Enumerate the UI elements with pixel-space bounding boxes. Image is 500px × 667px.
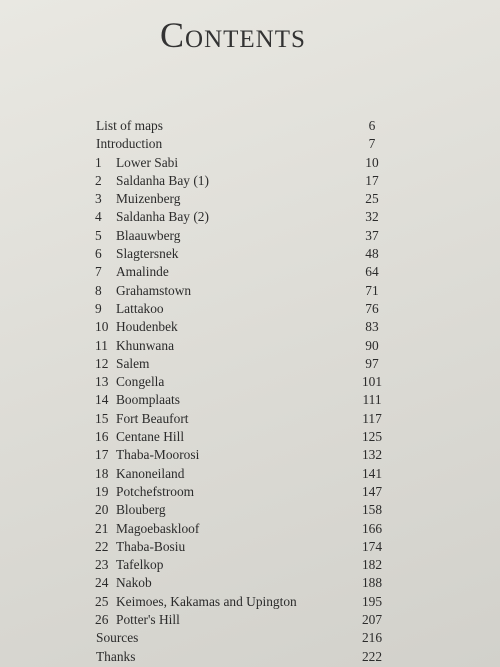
chapter-title: Salem [116,355,150,371]
toc-entry [92,245,392,263]
chapter-title: Saldanha Bay (2) [116,209,209,225]
page-number: 76 [365,300,379,316]
page-number: 32 [365,209,379,225]
chapter-number: 15 [95,410,109,426]
chapter-title: List of maps [96,118,163,133]
page-number: 25 [365,191,379,207]
chapter-number: 21 [95,520,109,536]
page-number: 174 [361,538,383,554]
toc-entry [92,520,392,538]
chapter-title: Keimoes, Kakamas and Upington [116,593,297,609]
toc-entry [92,117,392,135]
chapter-number: 4 [95,209,102,225]
page-number: 48 [365,246,379,262]
chapter-title: Amalinde [116,264,169,280]
page-number: 166 [361,520,383,536]
toc-entry [92,556,392,574]
chapter-number: 26 [95,612,109,628]
page-number: 216 [361,630,383,646]
chapter-number: 13 [95,374,109,390]
chapter-number: 3 [95,191,102,207]
page-number: 17 [365,172,379,188]
toc-entry [92,355,392,373]
chapter-number: 12 [95,355,109,371]
chapter-number: 6 [95,246,102,262]
chapter-number: 23 [95,557,109,573]
chapter-number: 22 [95,538,109,554]
page-title: Contents [160,15,306,55]
chapter-number: 10 [95,319,109,335]
chapter-number: 2 [95,172,102,188]
chapter-title: Lower Sabi [116,154,179,170]
page-number: 111 [362,392,382,408]
page-number: 10 [365,154,379,170]
page-number: 195 [361,593,383,609]
chapter-title: Potchefstroom [116,483,195,499]
toc-entry [92,428,392,446]
toc-entry [92,574,392,592]
chapter-title: Fort Beaufort [116,410,189,426]
toc-entry [92,373,392,391]
page-number: 7 [368,136,376,152]
toc-entry [92,483,392,501]
chapter-title: Kanoneiland [116,465,185,481]
chapter-number: 16 [95,429,109,445]
page-number: 207 [361,612,383,628]
toc-entry [92,611,392,629]
toc-entry [92,135,392,153]
toc-entry [92,629,392,647]
chapter-title: Muizenberg [116,191,181,207]
chapter-number: 20 [95,502,109,518]
chapter-title: Thaba-Bosiu [116,538,186,554]
chapter-title: Blaauwberg [116,227,181,243]
toc-entry [92,465,392,483]
chapter-title: Saldanha Bay (1) [116,172,209,188]
toc-entry [92,300,392,318]
chapter-number: 24 [95,575,109,591]
toc-entry [92,648,392,666]
toc-entry [92,154,392,172]
toc-entry [92,190,392,208]
page-number: 182 [361,557,383,573]
toc-entry [92,538,392,556]
toc-entry [92,282,392,300]
chapter-title: Boomplaats [116,392,180,408]
chapter-title: Congella [116,374,165,390]
chapter-title: Centane Hill [116,429,185,445]
page-number: 188 [361,575,383,591]
chapter-number: 9 [95,300,102,316]
toc-entry [92,227,392,245]
toc-entry [92,208,392,226]
chapter-title: Houdenbek [116,319,178,335]
chapter-title: Khunwana [116,337,175,353]
toc-entry [92,391,392,409]
page-number: 64 [365,264,379,280]
page-number: 37 [365,227,379,243]
page-number: 141 [361,465,383,481]
chapter-title: Nakob [116,575,152,591]
page-number: 125 [361,429,383,445]
page-number: 132 [361,447,383,463]
page-number: 83 [365,319,379,335]
toc-entry [92,337,392,355]
chapter-title: Thanks [96,648,136,664]
chapter-title: Slagtersnek [116,246,179,262]
page-number: 147 [361,483,383,499]
chapter-number: 25 [95,593,109,609]
chapter-title: Blouberg [116,502,166,518]
table-of-contents [92,117,392,666]
page-number: 158 [361,502,383,518]
toc-entry [92,263,392,281]
page-number: 97 [365,355,379,371]
toc-entry [92,410,392,428]
chapter-title: Thaba-Moorosi [116,447,200,463]
chapter-number: 11 [95,337,108,353]
chapter-number: 17 [95,447,109,463]
chapter-number: 7 [95,264,102,280]
toc-entry [92,446,392,464]
chapter-title: Magoebaskloof [116,520,200,536]
toc-entry [92,501,392,519]
chapter-title: Lattakoo [116,300,164,316]
chapter-number: 19 [95,483,109,499]
chapter-title: Grahamstown [116,282,192,298]
chapter-number: 18 [95,465,109,481]
page-number: 222 [361,648,383,664]
chapter-title: Introduction [96,136,163,152]
toc-entry [92,593,392,611]
toc-entry [92,318,392,336]
chapter-title: Potter's Hill [116,612,180,628]
chapter-number: 8 [95,282,102,298]
page-number: 6 [368,118,376,133]
page-number: 71 [365,282,379,298]
chapter-number: 1 [95,154,102,170]
page-number: 90 [365,337,379,353]
page-number: 117 [362,410,382,426]
chapter-number: 5 [95,227,102,243]
page-number: 101 [361,374,383,390]
chapter-title: Tafelkop [116,557,164,573]
chapter-number: 14 [95,392,109,408]
chapter-title: Sources [96,630,139,646]
toc-entry [92,172,392,190]
